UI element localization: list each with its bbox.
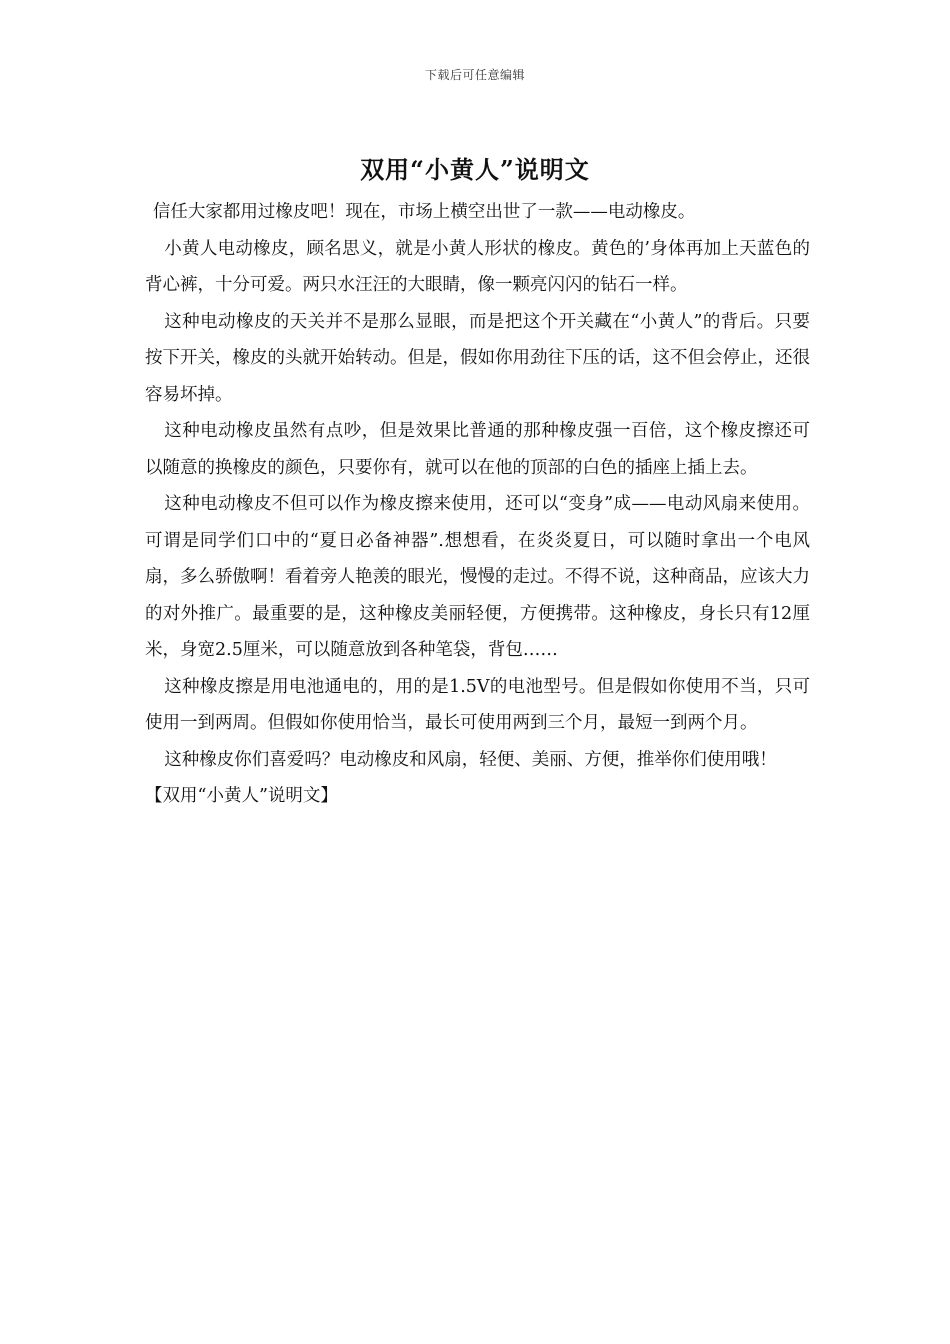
paragraph-appearance: 小黄人电动橡皮，顾名思义，就是小黄人形状的橡皮。黄色的’身体再加上天蓝色的背心裤，十分可爱。两只水汪汪的大眼睛，像一颗亮闪闪的钻石一样。 [145, 238, 810, 295]
closing-title: 【双用“小黄人”说明文】 [145, 786, 338, 806]
document-body [145, 194, 810, 815]
paragraph-effect: 这种电动橡皮虽然有点吵，但是效果比普通的那种橡皮强一百倍，这个橡皮擦还可以随意的换橡皮的颜色，只要你有，就可以在他的顶部的白色的插座上插上去。 [145, 421, 810, 478]
paragraph-intro: 信任大家都用过橡皮吧！现在，市场上横空出世了一款——电动橡皮。 [152, 202, 696, 222]
header-note: 下载后可任意编辑 [424, 68, 525, 82]
paragraph-fan: 这种电动橡皮不但可以作为橡皮擦来使用，还可以“变身”成——电动风扇来使用。可谓是同学们口中的“夏日必备神器”.想想看，在炎炎夏日，可以随时拿出一个电风扇，多么骄傲啊！看着旁人艳羡的眼光，慢慢的走过。不得不说，这种商品，应该大力的对外推广。最重要的是，这种橡皮美丽轻便，方便携带。这种橡皮，身长只有12厘米，身宽2.5厘米，可以随意放到各种笔袋，背包…… [145, 494, 810, 660]
paragraph-conclusion: 这种橡皮你们喜爱吗？电动橡皮和风扇，轻便、美丽、方便，推举你们使用哦！ [164, 749, 777, 770]
document-title: 双用“小黄人”说明文 [360, 155, 590, 184]
paragraph-switch: 这种电动橡皮的天关并不是那么显眼，而是把这个开关藏在“小黄人”的背后。只要按下开关，橡皮的头就开始转动。但是，假如你用劲往下压的话，这不但会停止，还很容易坏掉。 [145, 311, 810, 405]
paragraph-battery: 这种橡皮擦是用电池通电的，用的是1.5V的电池型号。但是假如你使用不当，只可使用一到两周。但假如你使用恰当，最长可使用两到三个月，最短一到两个月。 [145, 676, 810, 733]
